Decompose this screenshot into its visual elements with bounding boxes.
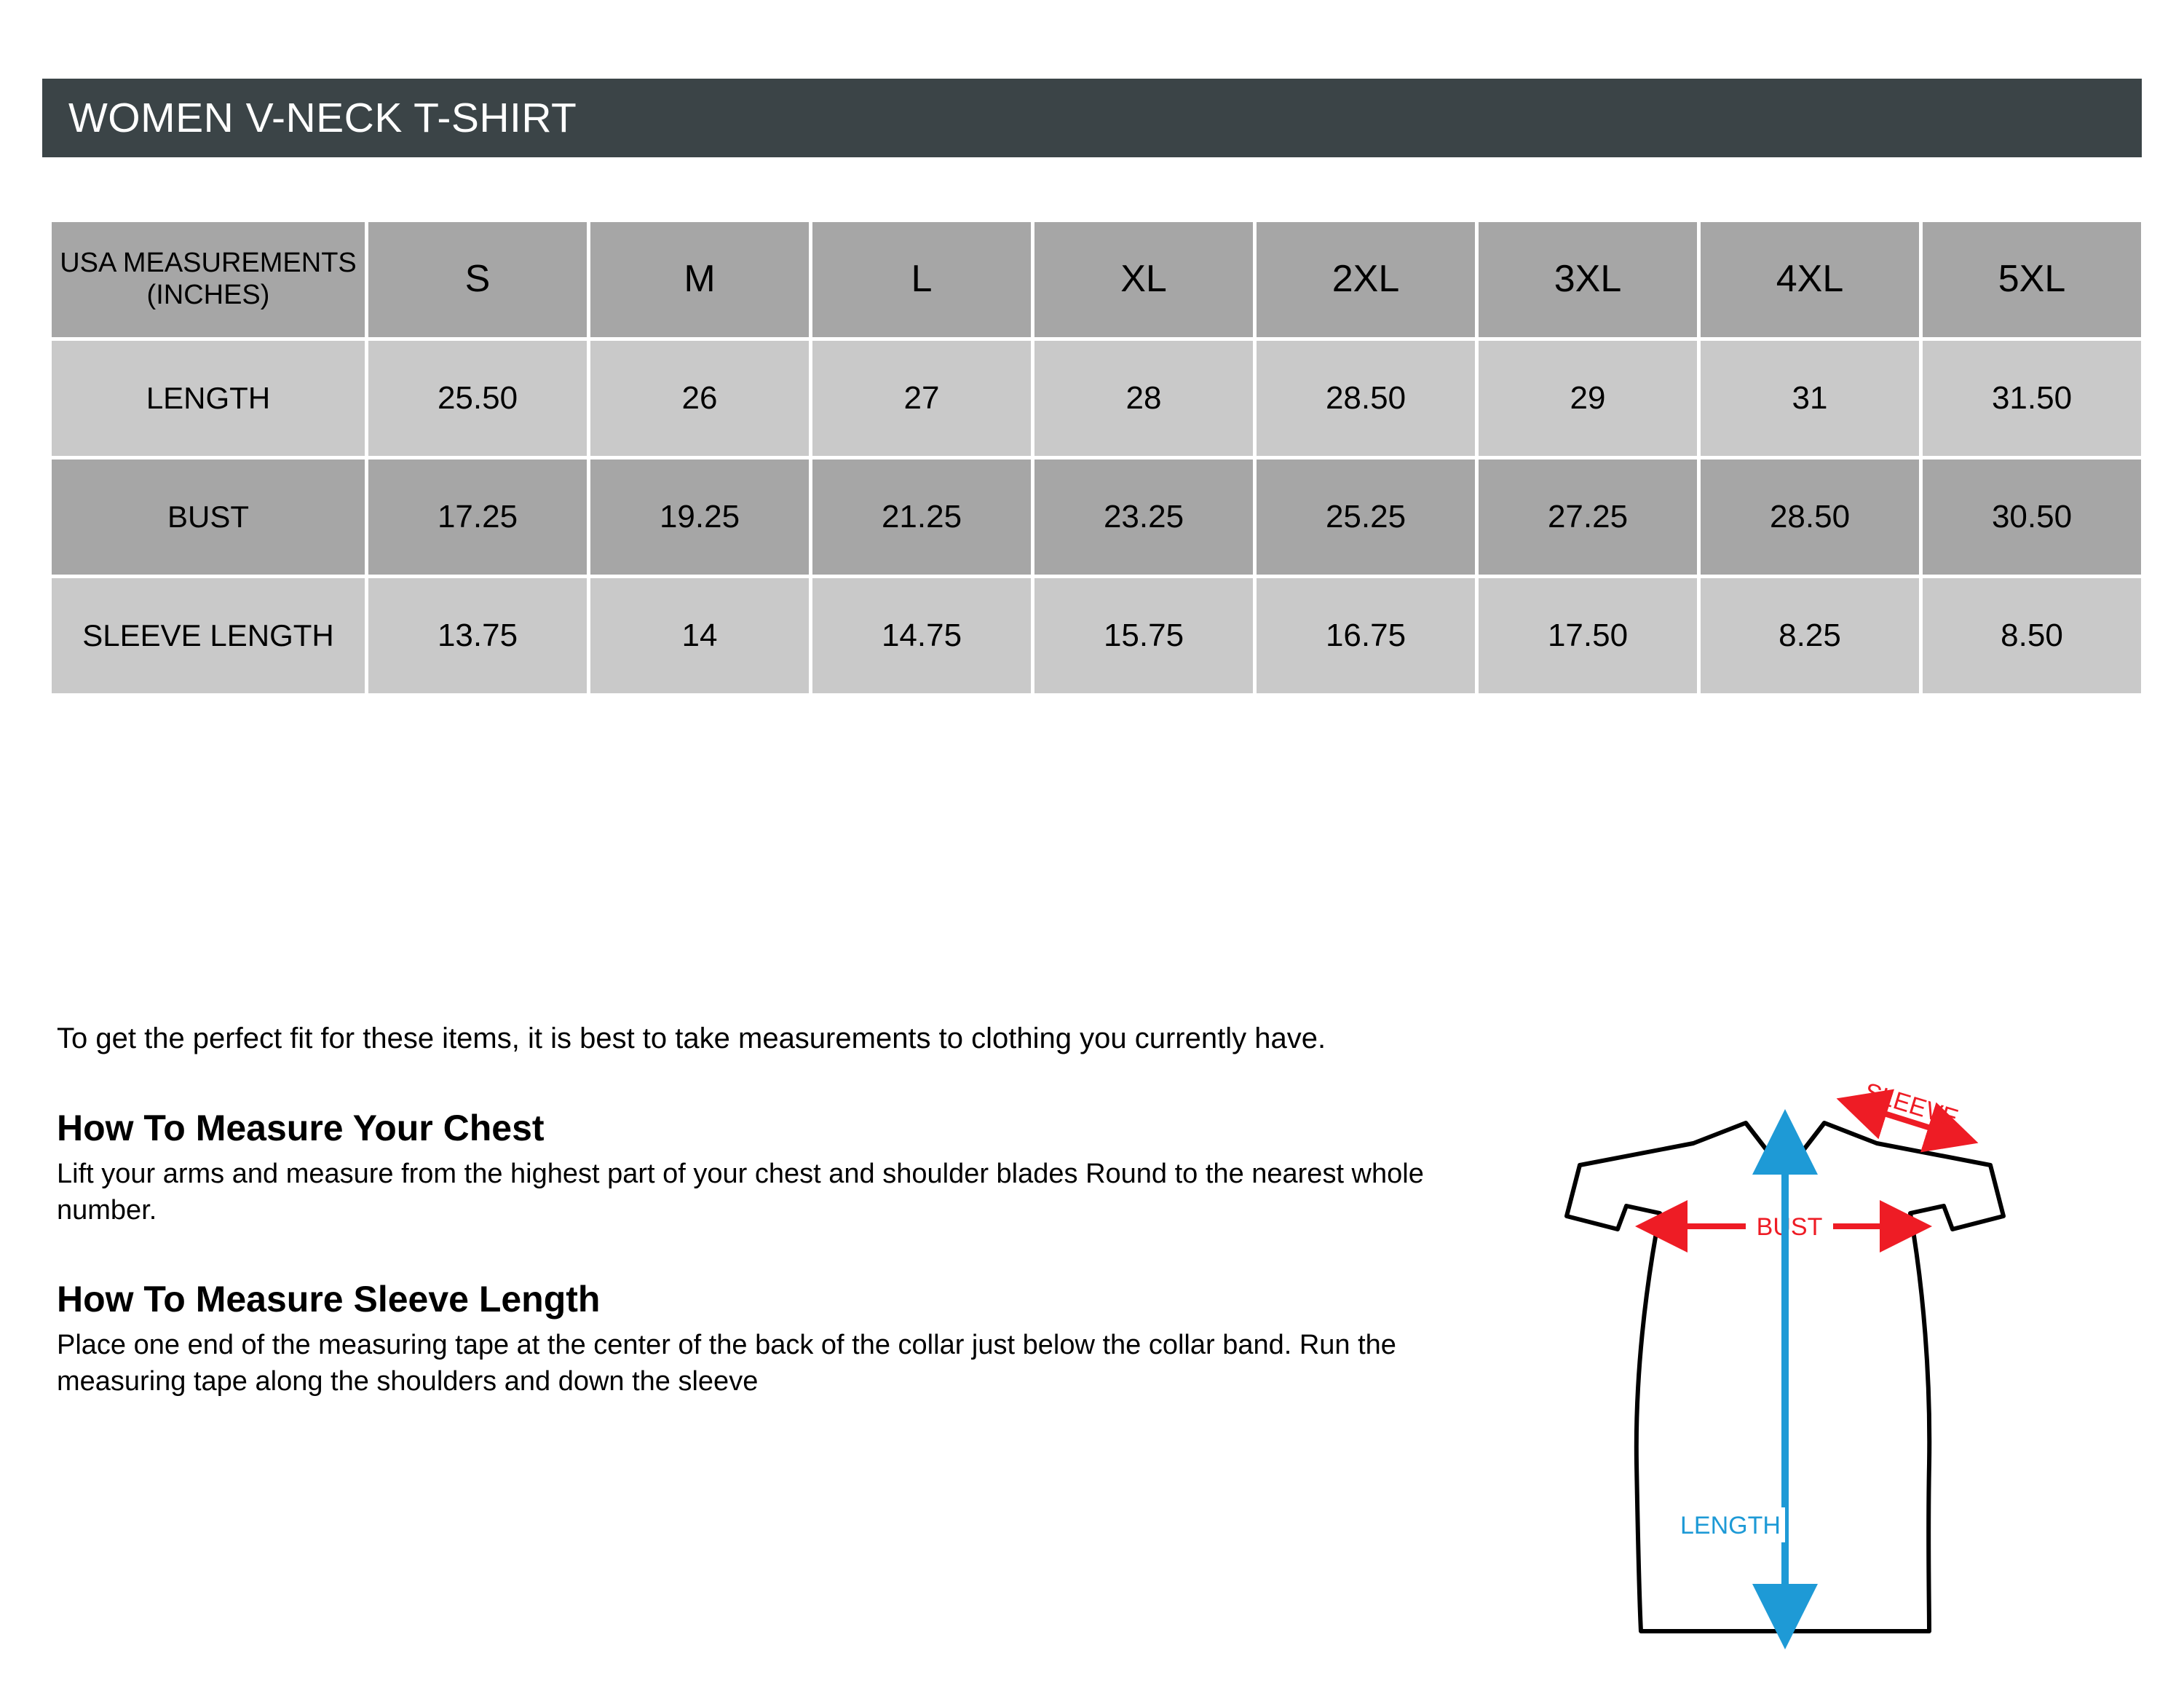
table-row-bust bbox=[52, 460, 2141, 575]
header-measurements-label: USA MEASUREMENTS (INCHES) bbox=[52, 222, 365, 337]
cell-sleeve-2xl: 16.75 bbox=[1257, 578, 1475, 693]
table-row-sleeve-length bbox=[52, 578, 2141, 693]
page-title: WOMEN V-NECK T-SHIRT bbox=[68, 95, 577, 141]
cell-length-l: 27 bbox=[812, 341, 1031, 456]
row-label-bust: BUST bbox=[52, 460, 365, 575]
heading-measure-chest: How To Measure Your Chest bbox=[57, 1107, 545, 1148]
cell-length-3xl: 29 bbox=[1479, 341, 1697, 456]
column-header-l: L bbox=[812, 222, 1031, 337]
measurement-diagram bbox=[1551, 1070, 2118, 1653]
cell-sleeve-xl: 15.75 bbox=[1034, 578, 1253, 693]
cell-bust-4xl: 28.50 bbox=[1701, 460, 1919, 575]
cell-sleeve-l: 14.75 bbox=[812, 578, 1031, 693]
cell-bust-5xl: 30.50 bbox=[1923, 460, 2141, 575]
bust-label: BUST bbox=[1756, 1213, 1823, 1241]
row-label-length: LENGTH bbox=[52, 341, 365, 456]
cell-length-4xl: 31 bbox=[1701, 341, 1919, 456]
column-header-2xl: 2XL bbox=[1257, 222, 1475, 337]
cell-bust-3xl: 27.25 bbox=[1479, 460, 1697, 575]
sleeve-label: SLEEVE bbox=[1861, 1077, 1962, 1132]
cell-sleeve-4xl: 8.25 bbox=[1701, 578, 1919, 693]
cell-sleeve-m: 14 bbox=[590, 578, 809, 693]
length-label: LENGTH bbox=[1680, 1512, 1781, 1539]
cell-bust-m: 19.25 bbox=[590, 460, 809, 575]
cell-length-5xl: 31.50 bbox=[1923, 341, 2141, 456]
row-label-sleeve-length: SLEEVE LENGTH bbox=[52, 578, 365, 693]
column-header-m: M bbox=[590, 222, 809, 337]
cell-length-2xl: 28.50 bbox=[1257, 341, 1475, 456]
cell-bust-s: 17.25 bbox=[368, 460, 587, 575]
body-measure-chest: Lift your arms and measure from the highest part of your chest and shoulder blades Round to the nearest whole number. bbox=[57, 1158, 1424, 1226]
heading-measure-sleeve-length: How To Measure Sleeve Length bbox=[57, 1278, 601, 1320]
cell-sleeve-3xl: 17.50 bbox=[1479, 578, 1697, 693]
cell-length-xl: 28 bbox=[1034, 341, 1253, 456]
cell-bust-xl: 23.25 bbox=[1034, 460, 1253, 575]
intro-text: To get the perfect fit for these items, it is best to take measurements to clothing you currently have. bbox=[57, 1022, 1326, 1054]
size-chart-table bbox=[48, 218, 2145, 697]
cell-bust-2xl: 25.25 bbox=[1257, 460, 1475, 575]
column-header-5xl: 5XL bbox=[1923, 222, 2141, 337]
body-measure-sleeve-length: Place one end of the measuring tape at the center of the back of the collar just below the collar band. Run the measuring tape along the shoulders and down the sleeve bbox=[57, 1329, 1396, 1397]
column-header-xl: XL bbox=[1034, 222, 1253, 337]
cell-sleeve-s: 13.75 bbox=[368, 578, 587, 693]
instructions-block bbox=[57, 1019, 1527, 1400]
cell-length-m: 26 bbox=[590, 341, 809, 456]
cell-bust-l: 21.25 bbox=[812, 460, 1031, 575]
page-title-bar bbox=[42, 79, 2142, 157]
cell-sleeve-5xl: 8.50 bbox=[1923, 578, 2141, 693]
column-header-3xl: 3XL bbox=[1479, 222, 1697, 337]
column-header-s: S bbox=[368, 222, 587, 337]
table-header-row bbox=[52, 222, 2141, 337]
table-row-length bbox=[52, 341, 2141, 456]
column-header-4xl: 4XL bbox=[1701, 222, 1919, 337]
cell-length-s: 25.50 bbox=[368, 341, 587, 456]
